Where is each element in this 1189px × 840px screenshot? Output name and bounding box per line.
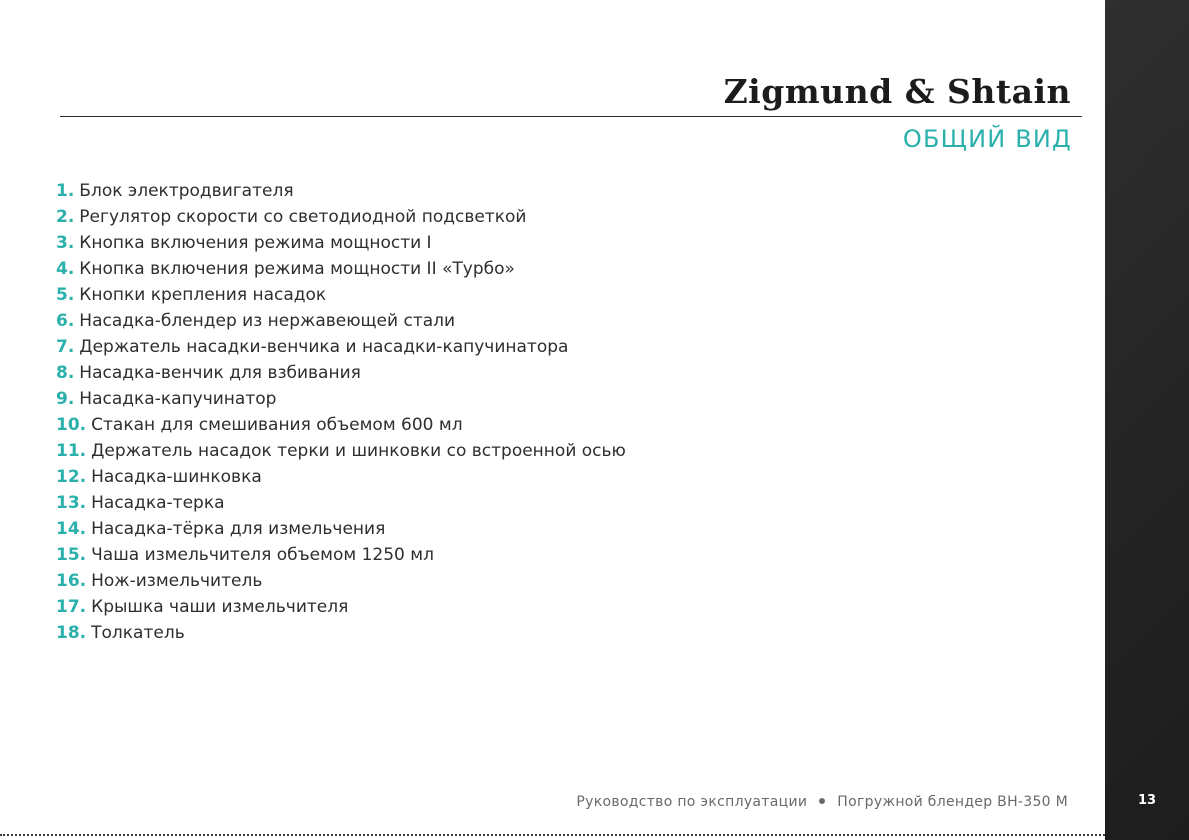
parts-list-item bbox=[56, 542, 626, 568]
part-label: Насадка-терка bbox=[91, 493, 225, 513]
parts-list-item bbox=[56, 360, 626, 386]
parts-list-item bbox=[56, 516, 626, 542]
parts-list-item bbox=[56, 230, 626, 256]
part-label: Кнопка включения режима мощности II «Турбо» bbox=[79, 259, 515, 279]
footer-product-name: Погружной блендер BH-350 M bbox=[837, 794, 1068, 810]
parts-list-item bbox=[56, 620, 626, 646]
part-number: 2. bbox=[56, 207, 75, 227]
part-label: Насадка-блендер из нержавеющей стали bbox=[79, 311, 456, 331]
part-label: Стакан для смешивания объемом 600 мл bbox=[91, 415, 463, 435]
part-label: Кнопка включения режима мощности I bbox=[79, 233, 432, 253]
part-label: Кнопки крепления насадок bbox=[79, 285, 327, 305]
part-number: 13. bbox=[56, 493, 87, 513]
part-label: Насадка-капучинатор bbox=[79, 389, 277, 409]
part-number: 5. bbox=[56, 285, 75, 305]
part-number: 3. bbox=[56, 233, 75, 253]
part-label: Держатель насадки-венчика и насадки-капучинатора bbox=[79, 337, 569, 357]
part-label: Нож-измельчитель bbox=[91, 571, 263, 591]
parts-list-item bbox=[56, 282, 626, 308]
parts-list-item bbox=[56, 464, 626, 490]
footer-manual-title: Руководство по эксплуатации bbox=[576, 794, 808, 810]
part-number: 9. bbox=[56, 389, 75, 409]
part-label: Держатель насадок терки и шинковки со встроенной осью bbox=[91, 441, 626, 461]
part-number: 7. bbox=[56, 337, 75, 357]
part-label: Чаша измельчителя объемом 1250 мл bbox=[91, 545, 434, 565]
parts-list-item bbox=[56, 204, 626, 230]
part-number: 11. bbox=[56, 441, 87, 461]
part-number: 4. bbox=[56, 259, 75, 279]
part-label: Толкатель bbox=[91, 623, 185, 643]
part-label: Насадка-тёрка для измельчения bbox=[91, 519, 386, 539]
page-bottom-edge bbox=[0, 834, 1105, 836]
part-label: Блок электродвигателя bbox=[79, 181, 294, 201]
brand-logo: Zigmund & Shtain bbox=[723, 72, 1071, 111]
parts-list-item bbox=[56, 490, 626, 516]
parts-list-item bbox=[56, 568, 626, 594]
footer bbox=[576, 794, 1068, 810]
part-number: 12. bbox=[56, 467, 87, 487]
part-number: 6. bbox=[56, 311, 75, 331]
parts-list-item bbox=[56, 334, 626, 360]
part-label: Крышка чаши измельчителя bbox=[91, 597, 349, 617]
parts-list-item bbox=[56, 178, 626, 204]
part-number: 8. bbox=[56, 363, 75, 383]
part-number: 10. bbox=[56, 415, 87, 435]
part-label: Насадка-венчик для взбивания bbox=[79, 363, 361, 383]
parts-list-item bbox=[56, 256, 626, 282]
parts-list-item bbox=[56, 594, 626, 620]
parts-list-item bbox=[56, 412, 626, 438]
section-title: ОБЩИЙ ВИД bbox=[902, 125, 1072, 153]
parts-list-item bbox=[56, 308, 626, 334]
part-number: 18. bbox=[56, 623, 87, 643]
part-number: 15. bbox=[56, 545, 87, 565]
parts-list bbox=[56, 178, 626, 646]
part-label: Регулятор скорости со светодиодной подсветкой bbox=[79, 207, 527, 227]
footer-separator-dot bbox=[819, 798, 825, 804]
part-label: Насадка-шинковка bbox=[91, 467, 262, 487]
parts-list-item bbox=[56, 438, 626, 464]
part-number: 14. bbox=[56, 519, 87, 539]
side-bar bbox=[1105, 0, 1189, 840]
parts-list-item bbox=[56, 386, 626, 412]
part-number: 16. bbox=[56, 571, 87, 591]
page-number: 13 bbox=[1137, 793, 1157, 808]
part-number: 1. bbox=[56, 181, 75, 201]
header-divider bbox=[60, 116, 1082, 117]
part-number: 17. bbox=[56, 597, 87, 617]
